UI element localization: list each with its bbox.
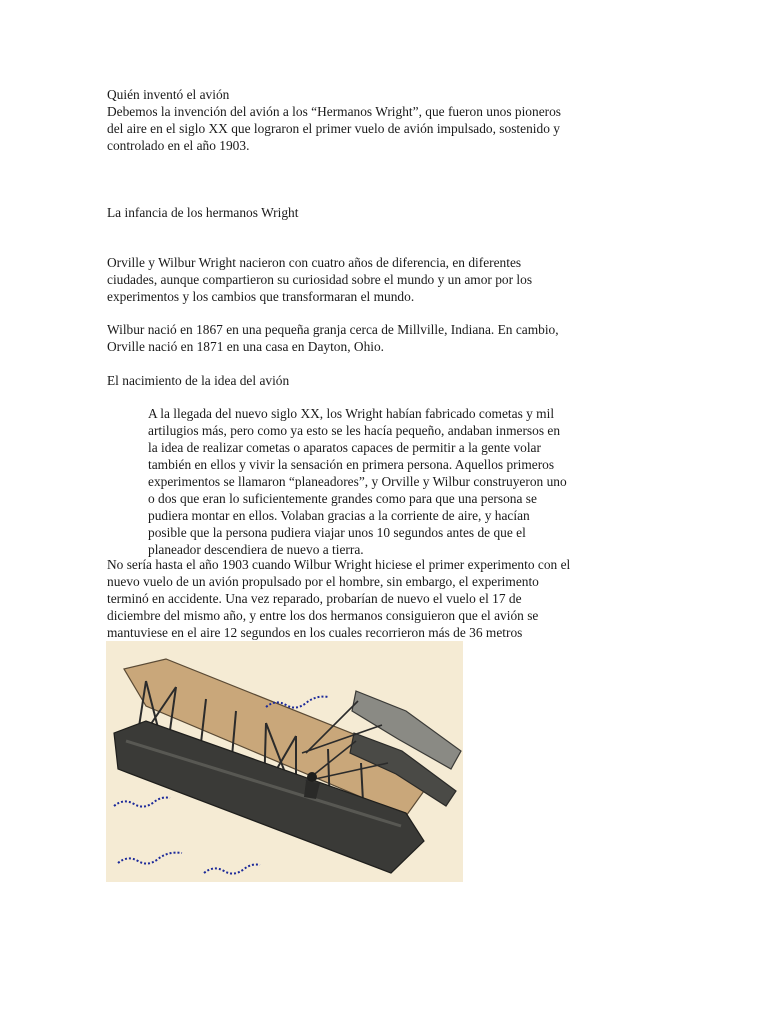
intro-line: Debemos la invención del avión a los “Hermanos Wright”, que fueron unos pioneros xyxy=(107,104,562,119)
paragraph-line: nuevo vuelo de un avión propulsado por el hombre, sin embargo, el experimento xyxy=(107,574,539,589)
intro-paragraph xyxy=(107,86,627,154)
section-heading-idea: El nacimiento de la idea del avión xyxy=(107,373,290,388)
quote-line: A la llegada del nuevo siglo XX, los Wright habían fabricado cometas y mil xyxy=(148,406,555,421)
quote-line: también en ellos y vivir la sensación en primera persona. Aquellos primeros xyxy=(148,457,555,472)
wright-flyer-biplane-icon xyxy=(106,641,463,882)
quote-line: posible que la persona pudiera viajar unos 10 segundos antes de que el xyxy=(148,525,526,540)
quote-line: la idea de realizar cometas o aparatos capaces de permitir a la gente volar xyxy=(148,440,541,455)
intro-line: del aire en el siglo XX que lograron el primer vuelo de avión impulsado, sostenido y xyxy=(107,121,560,136)
paragraph-line: experimentos y los cambios que transformaran el mundo. xyxy=(107,289,415,304)
paragraph-line: diciembre del mismo año, y entre los dos hermanos consiguieron que el avión se xyxy=(107,608,539,623)
section-heading-childhood: La infancia de los hermanos Wright xyxy=(107,205,299,220)
paragraph-line: terminó en accidente. Una vez reparado, probarían de nuevo el vuelo el 17 de xyxy=(107,591,522,606)
document-title: Quién inventó el avión xyxy=(107,87,230,102)
quote-line: planeador descendiera de nuevo a tierra. xyxy=(148,542,364,557)
paragraph-line: Orville nació en 1871 en una casa en Dayton, Ohio. xyxy=(107,339,385,354)
paragraph-line: Orville y Wilbur Wright nacieron con cuatro años de diferencia, en diferentes xyxy=(107,255,522,270)
wright-flyer-illustration xyxy=(106,641,463,882)
paragraph-line: ciudades, aunque compartieron su curiosidad sobre el mundo y un amor por los xyxy=(107,272,533,287)
childhood-paragraph-2 xyxy=(107,321,627,355)
indented-quote-paragraph xyxy=(148,405,608,558)
paragraph-line: mantuviese en el aire 12 segundos en los cuales recorrieron más de 36 metros xyxy=(107,625,523,640)
first-flight-paragraph xyxy=(107,556,607,641)
quote-line: o dos que eran lo suficientemente grandes como para que una persona se xyxy=(148,491,537,506)
paragraph-line: No sería hasta el año 1903 cuando Wilbur Wright hiciese el primer experimento con el xyxy=(107,557,571,572)
childhood-paragraph-1 xyxy=(107,254,627,305)
quote-line: artilugios más, pero como ya esto se les hacía pequeño, andaban inmersos en xyxy=(148,423,561,438)
quote-line: experimentos se llamaron “planeadores”, y Orville y Wilbur construyeron uno xyxy=(148,474,567,489)
quote-line: pudiera montar en ellos. Volaban gracias a la corriente de aire, y hacían xyxy=(148,508,530,523)
paragraph-line: Wilbur nació en 1867 en una pequeña granja cerca de Millville, Indiana. En cambio, xyxy=(107,322,559,337)
intro-line: controlado en el año 1903. xyxy=(107,138,250,153)
